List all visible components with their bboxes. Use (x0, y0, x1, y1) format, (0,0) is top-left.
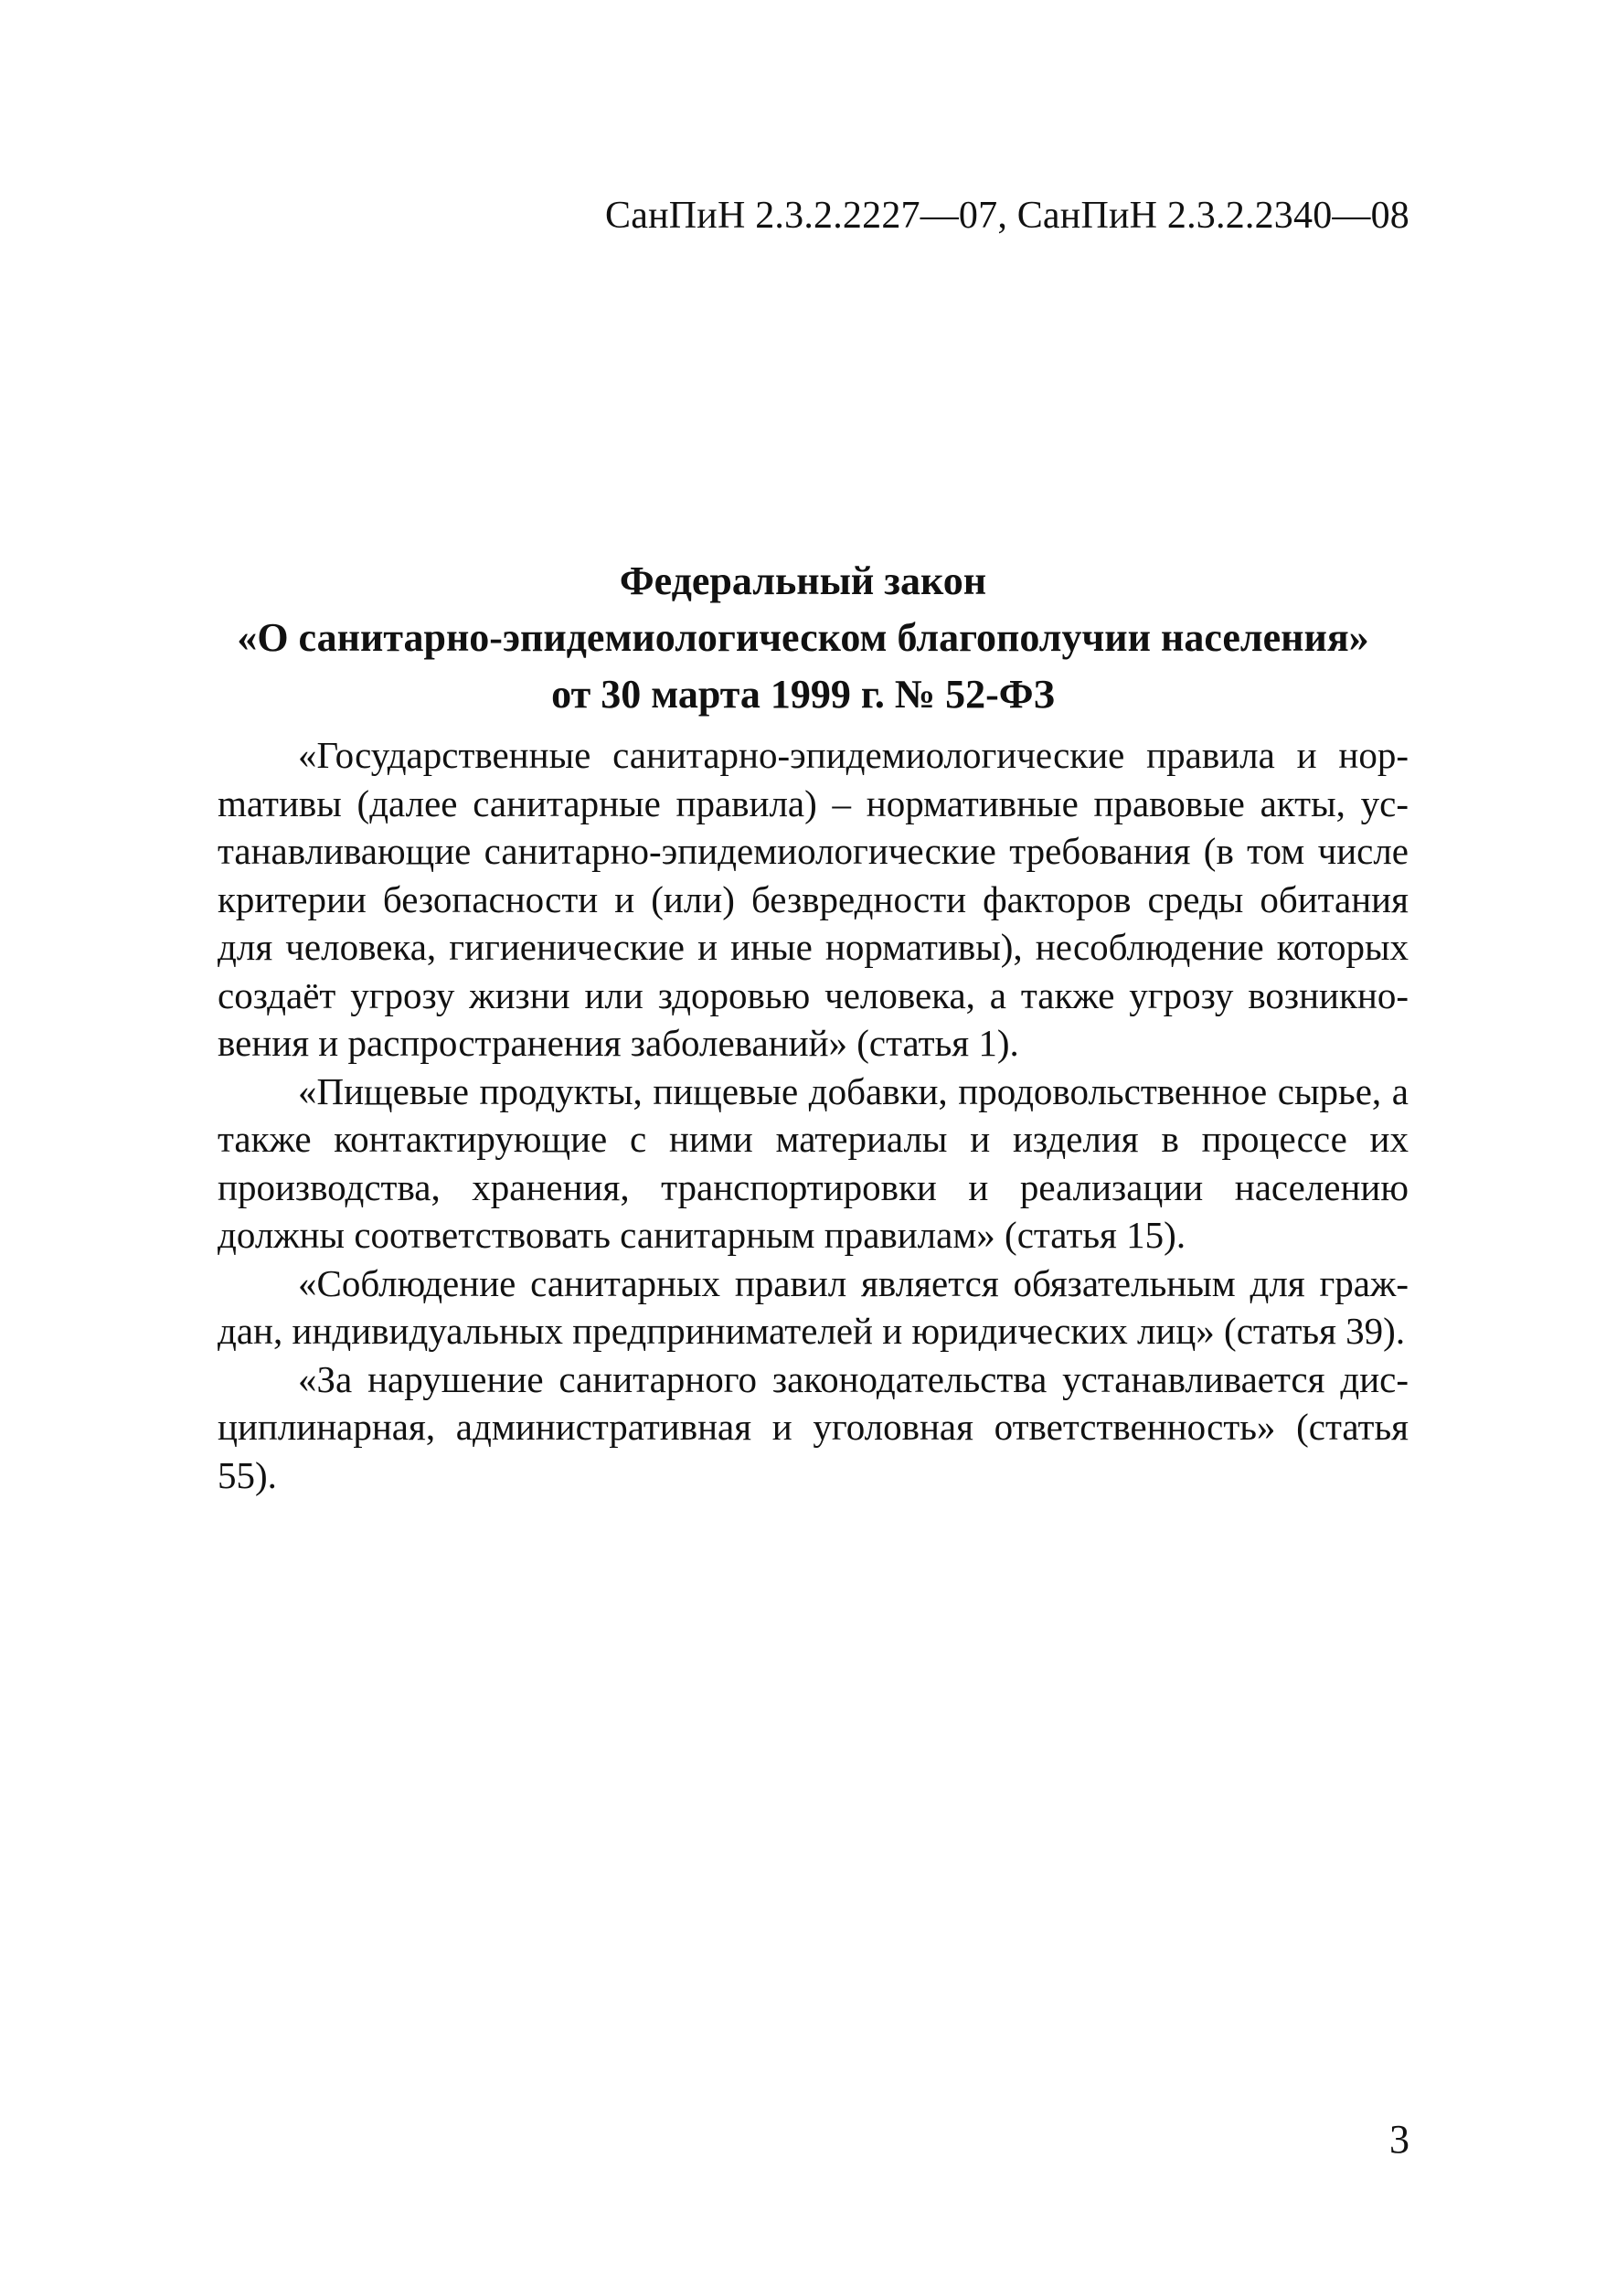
page-number: 3 (1389, 2117, 1409, 2162)
quote-article-55: «За нарушение санитарного законодательства устанавливается дисциплинарная, административная и уголовная ответственность» (статья 55). (218, 1357, 1409, 1496)
quote-article-39: «Соблюдение санитарных правил является обязательным для граждан, индивидуальных предпринимателей и юридических лиц» (статья 39). (218, 1261, 1409, 1352)
running-header: СанПиН 2.3.2.2227—07, СанПиН 2.3.2.2340—08 (605, 195, 1409, 237)
law-quotes (218, 731, 1409, 1499)
title-line-law-name: «О санитарно-эпидемиологическом благополучии населения» (237, 615, 1369, 660)
quote-article-15: «Пищевые продукты, пищевые добавки, продовольственное сырье, а также контактирующие с ними материалы и изделия в процессе их производства, хранения, транспортировки и реализации населению должны соответствовать санитарным правилам» (статья 15). (218, 1069, 1409, 1256)
title-line-law-type: Федеральный закон (619, 558, 987, 603)
title-line-law-date: от 30 марта 1999 г. № 52-ФЗ (551, 672, 1055, 717)
document-title (0, 553, 1606, 723)
quote-article-1: «Государственные санитарно-эпидемиологические правила и норmативы (далее санитарные правила) – нормативные правовые акты, устанавливающие санитарно-эпидемиологические требования (в том числе критерии безопасности и (или) безвредности факторов среды обитания для человека, гигиенические и иные нормативы), несоблюдение которых создаёт угрозу жизни или здоровью человека, а также угрозу возникновения и распространения заболеваний» (статья 1). (218, 734, 1409, 1064)
